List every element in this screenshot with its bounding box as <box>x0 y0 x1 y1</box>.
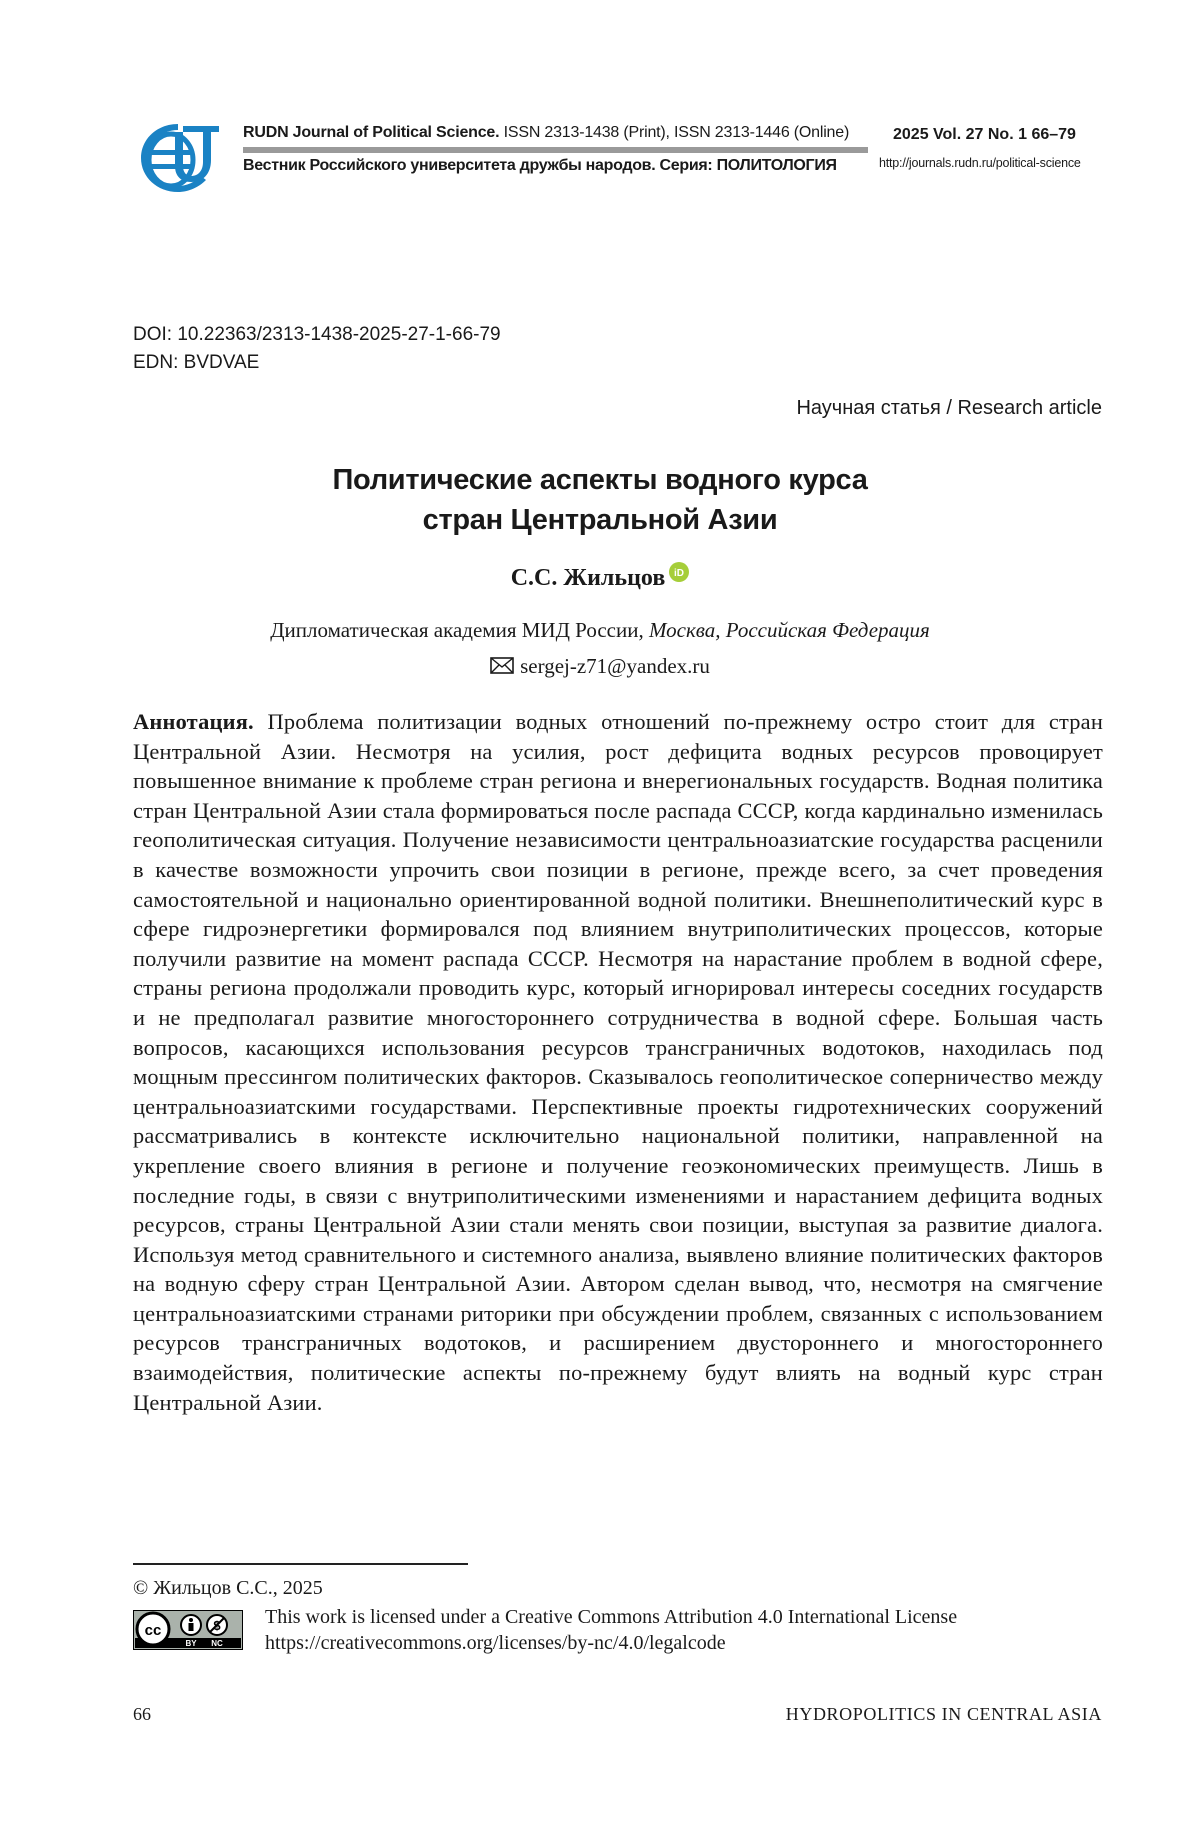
cc-by-label: BY <box>185 1639 197 1648</box>
article-type: Научная статья / Research article <box>796 397 1102 420</box>
title-line-2: стран Центральной Азии <box>0 500 1200 540</box>
running-title: HYDROPOLITICS IN CENTRAL ASIA <box>786 1704 1102 1725</box>
journal-url[interactable]: http://journals.rudn.ru/political-science <box>879 156 1081 170</box>
license-url[interactable]: https://creativecommons.org/licenses/by-nc/4.0/legalcode <box>265 1630 957 1656</box>
svg-text:cc: cc <box>145 1622 162 1639</box>
copyright: © Жильцов С.С., 2025 <box>133 1577 323 1600</box>
author-name: С.С. Жильцов <box>511 565 666 591</box>
issue-info: 2025 Vol. 27 No. 1 66–79 <box>893 126 1076 144</box>
email-line <box>0 654 1200 679</box>
page-number: 66 <box>133 1704 151 1725</box>
journal-title-en <box>243 124 849 142</box>
abstract-label: Аннотация. <box>133 709 254 734</box>
article-title <box>0 460 1200 540</box>
license-text <box>265 1604 957 1656</box>
journal-title-ru: Вестник Российского университета дружбы народов. Серия: ПОЛИТОЛОГИЯ <box>243 157 837 175</box>
affiliation <box>0 618 1200 643</box>
affiliation-org: Дипломатическая академия МИД России, <box>270 618 644 642</box>
title-line-1: Политические аспекты водного курса <box>0 460 1200 500</box>
license-line-1: This work is licensed under a Creative Commons Attribution 4.0 International License <box>265 1604 957 1630</box>
edn: EDN: BVDVAE <box>133 349 501 377</box>
journal-name: RUDN Journal of Political Science. <box>243 124 499 141</box>
affiliation-location: Москва, Российская Федерация <box>649 618 930 642</box>
author-email[interactable]: sergej-z71@yandex.ru <box>520 654 710 678</box>
abstract <box>133 707 1103 1417</box>
abstract-text: Проблема политизации водных отношений по-прежнему остро стоит для стран Центральной Азии. Несмотря на усилия, рост дефицита водных ресурсов провоцирует повышенное внимание к проблеме стран региона и внерегиональных государств. Водная политика стран Центральной Азии стала формироваться после распада СССР, когда кардинально изменилась геополитическая ситуация. Получение независимости центральноазиатские государства расценили в качестве возможности упрочить свои позиции в регионе, прежде всего, за счет проведения самостоятельной и национально ориентированной водной политики. Внешнеполитический курс в сфере гидроэнергетики формировался под влиянием внутриполитических процессов, которые получили развитие на момент распада СССР. Несмотря на нарастание проблем в водной сфере, страны региона продолжали проводить курс, который игнорировал интересы соседних государств и не предполагал развитие многостороннего сотрудничества в водной сфере. Большая часть вопросов, касающихся использования ресурсов трансграничных водотоков, находилась под мощным прессингом политических факторов. Сказывалось геополитическое соперничество между центральноазиатскими государствами. Перспективные проекты гидротехнических сооружений рассматривались в контексте исключительно национальной политики, направленной на укрепление своего влияния в регионе и получение геоэкономических преимуществ. Лишь в последние годы, в связи с внутриполитическими изменениями и нарастанием дефицита водных ресурсов, страны Центральной Азии стали менять свои позиции, выступая за развитие диалога. Используя метод сравнительного и системного анализа, выявлено влияние политических факторов на водную сферу стран Центральной Азии. Автором сделан вывод, что, несмотря на смягчение центральноазиатскими странами риторики при обсуждении проблем, связанных с использованием ресурсов трансграничных водотоков, и расширением двустороннего и многостороннего взаимодействия, политические аспекты по-прежнему будут влиять на водный курс стран Центральной Азии. <box>133 709 1103 1415</box>
issn: ISSN 2313-1438 (Print), ISSN 2313-1446 (Online) <box>504 124 849 141</box>
cc-by-nc-badge-icon[interactable] <box>133 1610 243 1650</box>
orcid-icon[interactable] <box>669 562 689 582</box>
footnote-rule <box>133 1563 468 1565</box>
doi[interactable]: DOI: 10.22363/2313-1438-2025-27-1-66-79 <box>133 321 501 349</box>
rudn-globe-logo-icon <box>133 120 223 194</box>
author-block <box>0 562 1200 592</box>
cc-nc-label: NC <box>211 1639 223 1648</box>
svg-text:iD: iD <box>674 568 684 579</box>
identifiers <box>133 321 501 377</box>
envelope-icon <box>490 657 514 674</box>
header-divider <box>243 147 868 153</box>
